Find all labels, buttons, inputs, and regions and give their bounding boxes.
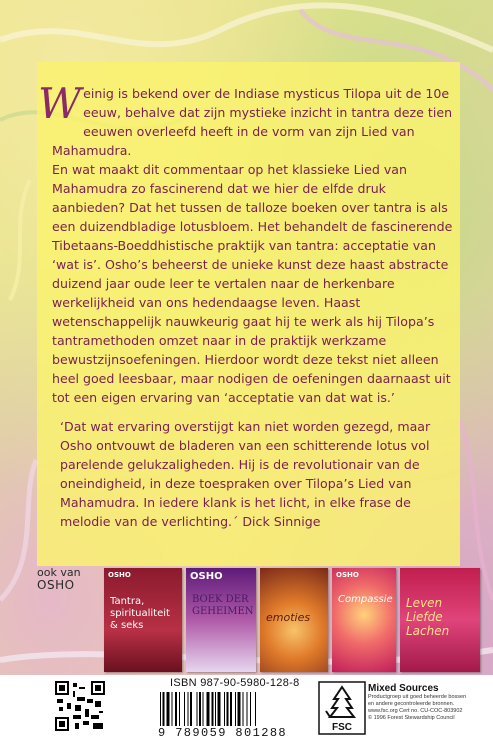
book-title: Compassie: [338, 594, 393, 605]
body-paragraph: En wat maakt dit commentaar op het klassieke Lied van Mahamudra zo fascinerend dat we hier de elfde druk aanbieden? Dat het tussen de talloze boeken over tantra is als een duizendbladige lotusbloem. Het behandelt de fascinerende Tibetaans-Boeddhistische praktijk van tantra: acceptatie van ‘wat is’. Osho’s beheerst de unieke kunst deze haast abstracte duizend jaar oude leer te vertalen naar de herkenbare werkelijkheid van ons hedendaagse leven. Haast wetenschappelijk nauwkeurig gaat hij te werk als hij Tilopa’s tantramethoden omzet naar in de praktijk werkzame bewustzijnsoefeningen. Hierdoor wordt deze tekst niet alleen heel goed leesbaar, maar nodigen de oefeningen daarnaast uit tot een eigen ervaring van ‘acceptatie van dat wat is.’: [52, 162, 453, 405]
book-author: OSHO: [108, 571, 131, 579]
fsc-logo-text: FSC: [332, 722, 352, 733]
also-by-author: OSHO: [37, 578, 75, 592]
fsc-line: Productgroep uit goed beheerde bossen: [368, 694, 467, 700]
intro-text: einig is bekend over de Indiase mysticus Tilopa uit de 10e eeuw, behalve dat zijn mystieke inzicht in tantra deze tien eeuwen overleefd heeft in de vorm van zijn Lied van Mahamudra.: [52, 86, 453, 158]
book-cover: [186, 568, 256, 672]
book-title: Tantra, spiritualiteit & seks: [110, 596, 170, 631]
book-title: Leven Liefde Lachen: [406, 596, 450, 638]
isbn-label: ISBN 987-90-5980-128-8: [170, 677, 300, 689]
also-by-label: [37, 567, 81, 591]
book-cover: [332, 568, 396, 672]
book-author: OSHO: [190, 571, 223, 582]
fsc-line: © 1996 Forest Stewardship Council: [368, 715, 455, 721]
fsc-line: www.fsc.org Cert no. CU-COC-803902: [368, 708, 463, 714]
book-cover: [260, 568, 328, 672]
qr-code-icon: [55, 681, 105, 731]
drop-cap: W: [38, 79, 82, 128]
book-author: OSHO: [336, 571, 359, 579]
intro-paragraph: [38, 79, 457, 160]
back-cover-text: [38, 79, 457, 531]
barcode-digits: 9 789059 801288: [158, 726, 288, 740]
book-cover: [104, 568, 182, 672]
fsc-title: Mixed Sources: [368, 683, 439, 694]
book-cover: [400, 568, 480, 672]
also-by-text: ook van: [37, 566, 81, 579]
fsc-line: en andere gecontroleerde bronnen.: [368, 701, 455, 707]
book-title: BOEK DER GEHEIMEN: [192, 594, 254, 617]
barcode-icon: [160, 692, 298, 726]
review-quote: ‘Dat wat ervaring overstijgt kan niet worden gezegd, maar Osho ontvouwt de bladeren van een schitterende lotus vol parelende gelukzaligheden. Hij is de revolutionair van de oneindigheid, in deze toespraken over Tilopa’s Lied van Mahamudra. In iedere klank is het licht, in elke frase de melodie van de verlichting.´ Dick Sinnige: [60, 419, 431, 529]
book-title: emoties: [266, 611, 311, 624]
fsc-info: [368, 683, 478, 722]
fsc-logo-icon: [318, 681, 366, 735]
